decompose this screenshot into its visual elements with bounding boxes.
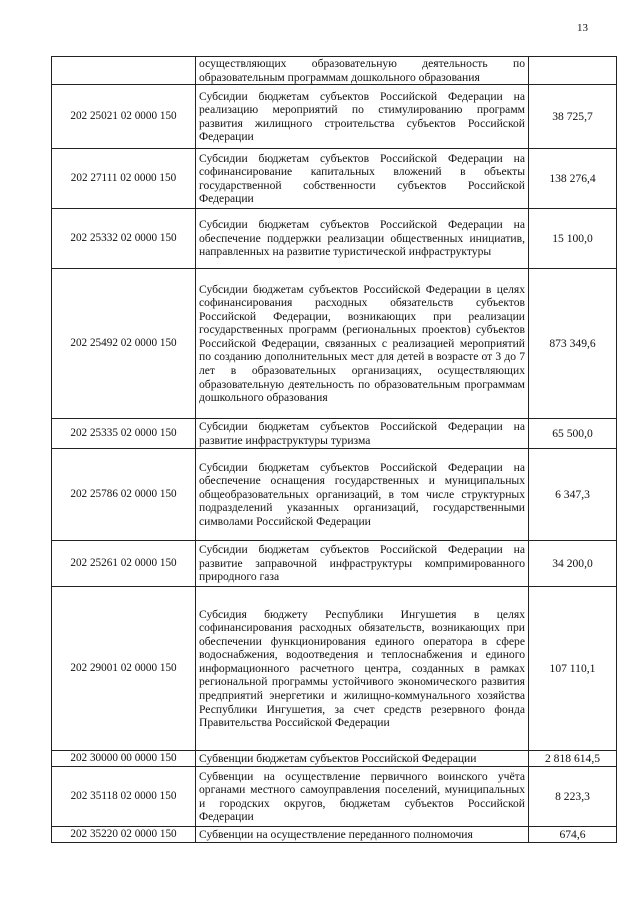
row-amount: [529, 57, 617, 85]
table-row: [52, 541, 617, 587]
row-description: Субвенции бюджетам субъектов Российской Федерации: [196, 751, 529, 767]
row-amount: 8 223,3: [529, 767, 617, 827]
row-amount: 138 276,4: [529, 149, 617, 209]
table-row: [52, 449, 617, 541]
row-amount: 34 200,0: [529, 541, 617, 587]
table-row: [52, 827, 617, 843]
row-code: 202 25261 02 0000 150: [52, 541, 196, 587]
row-description: Субсидии бюджетам субъектов Российской Федерации в целях софинансирования расходных обязательств субъектов Российской Федерации, возникающих при реализации государственных программ (региональных проектов) субъектов Российской Федерации, связанных с реализацией мероприятий по созданию дополнительных мест для детей в возрасте от 3 до 7 лет в образовательных организациях, осуществляющих образовательную деятельность по образовательным программам дошкольного образования: [196, 269, 529, 419]
row-code: 202 25021 02 0000 150: [52, 85, 196, 149]
row-amount: 107 110,1: [529, 587, 617, 751]
table-row: [52, 57, 617, 85]
row-code: 202 30000 00 0000 150: [52, 751, 196, 767]
row-description: Субсидии бюджетам субъектов Российской Федерации на обеспечение поддержки реализации общественных инициатив, направленных на развитие туристической инфраструктуры: [196, 209, 529, 269]
table-row: [52, 209, 617, 269]
row-amount: 65 500,0: [529, 419, 617, 449]
row-description: Субсидии бюджетам субъектов Российской Федерации на развитие инфраструктуры туризма: [196, 419, 529, 449]
row-description: Субсидии бюджетам субъектов Российской Федерации на развитие заправочной инфраструктуры компримированного природного газа: [196, 541, 529, 587]
row-description: Субвенции на осуществление первичного воинского учёта органами местного самоуправления поселений, муниципальных и городских округов, бюджетам субъектов Российской Федерации: [196, 767, 529, 827]
row-amount: 674,6: [529, 827, 617, 843]
table-row: [52, 85, 617, 149]
table-row: [52, 269, 617, 419]
row-code: [52, 57, 196, 85]
page-number: 13: [577, 22, 588, 34]
row-amount: 6 347,3: [529, 449, 617, 541]
row-code: 202 25332 02 0000 150: [52, 209, 196, 269]
row-code: 202 27111 02 0000 150: [52, 149, 196, 209]
row-description: Субсидия бюджету Республики Ингушетия в целях софинансирования расходных обязательств, возникающих при обеспечении функционирования единого оператора в сфере водоснабжения, водоотведения и теплоснабжения и единого информационного расчетного центра, созданных в рамках региональной программы устойчивого экономического развития предприятий энергетики и жилищно-коммунального хозяйства Республики Ингушетия, за счет средств резервного фонда Правительства Российской Федерации: [196, 587, 529, 751]
row-code: 202 25786 02 0000 150: [52, 449, 196, 541]
table-row: [52, 149, 617, 209]
row-code: 202 35220 02 0000 150: [52, 827, 196, 843]
row-amount: 15 100,0: [529, 209, 617, 269]
row-amount: 873 349,6: [529, 269, 617, 419]
row-code: 202 29001 02 0000 150: [52, 587, 196, 751]
table-row: [52, 587, 617, 751]
table-row: [52, 767, 617, 827]
row-description: осуществляющих образовательную деятельность по образовательным программам дошкольного образования: [196, 57, 529, 85]
row-description: Субсидии бюджетам субъектов Российской Федерации на софинансирование капитальных вложений в объекты государственной собственности субъектов Российской Федерации: [196, 149, 529, 209]
row-description: Субсидии бюджетам субъектов Российской Федерации на реализацию мероприятий по стимулированию программ развития жилищного строительства субъектов Российской Федерации: [196, 85, 529, 149]
row-amount: 38 725,7: [529, 85, 617, 149]
row-code: 202 25335 02 0000 150: [52, 419, 196, 449]
budget-revenue-table: [51, 56, 617, 843]
row-code: 202 25492 02 0000 150: [52, 269, 196, 419]
table-row: [52, 751, 617, 767]
row-amount: 2 818 614,5: [529, 751, 617, 767]
table-row: [52, 419, 617, 449]
row-description: Субсидии бюджетам субъектов Российской Федерации на обеспечение оснащения государственных и муниципальных общеобразовательных организаций, в том числе структурных подразделений указанных организаций, государственными символами Российской Федерации: [196, 449, 529, 541]
row-description: Субвенции на осуществление переданного полномочия: [196, 827, 529, 843]
row-code: 202 35118 02 0000 150: [52, 767, 196, 827]
